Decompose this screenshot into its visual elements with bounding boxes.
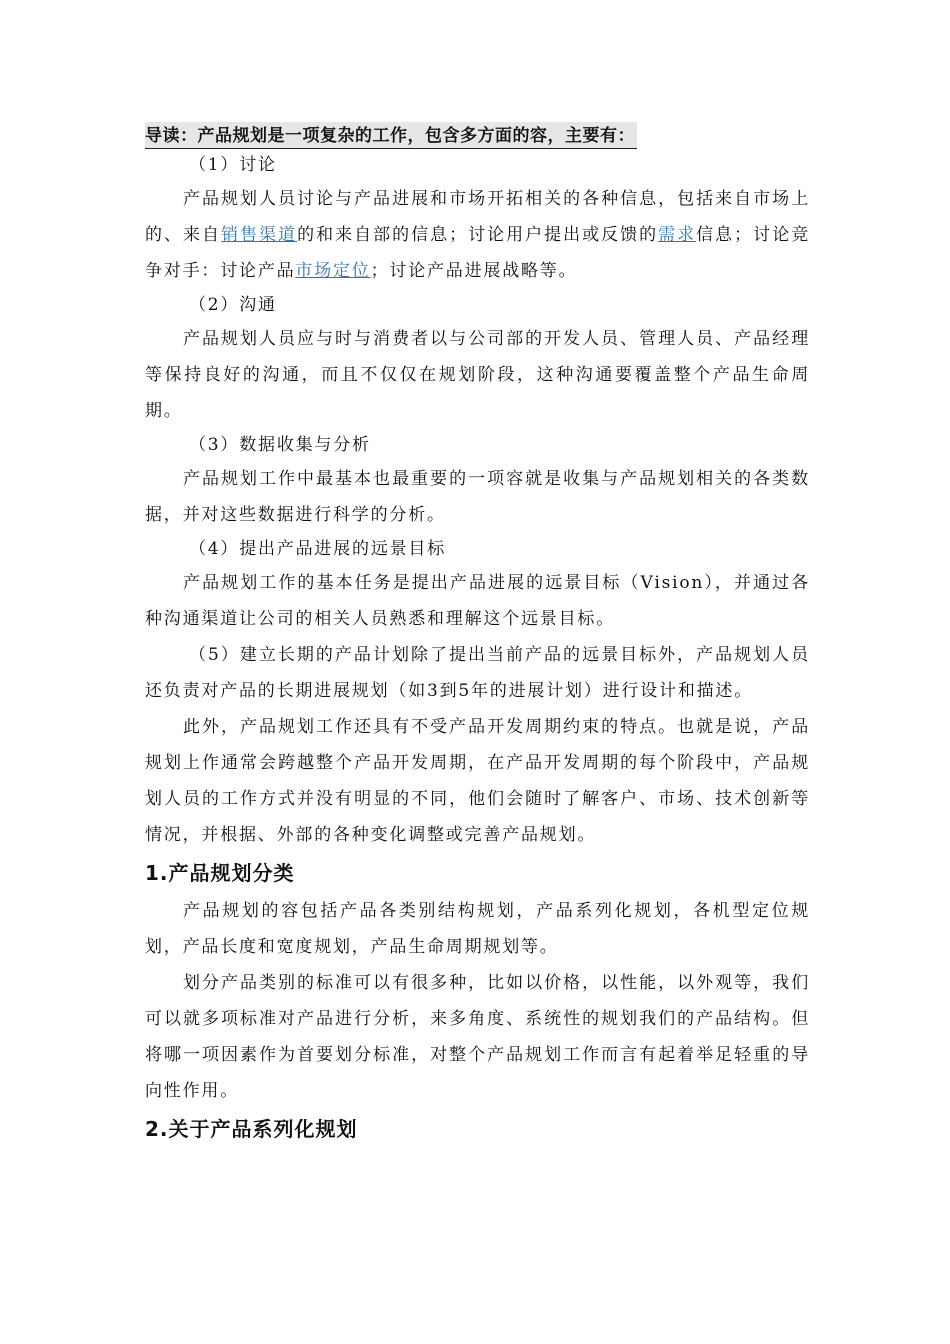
section-2-title: （2）沟通 bbox=[189, 295, 277, 315]
section-5-body: （5）建立长期的产品计划除了提出当前产品的远景目标外，产品规划人员还负责对产品的长期进展规划（如3到5年的进展计划）进行设计和描述。 bbox=[145, 645, 810, 701]
section-1-text-d: ；讨论产品进展战略等。 bbox=[370, 261, 578, 281]
section-1-title: （1）讨论 bbox=[189, 155, 277, 175]
section-2-body: 产品规划人员应与时与消费者以与公司部的开发人员、管理人员、产品经理等保持良好的沟通，而且不仅仅在规划阶段，这种沟通要覆盖整个产品生命周期。 bbox=[145, 329, 810, 421]
section-4-title: （4）提出产品进展的远景目标 bbox=[189, 539, 447, 559]
heading-2: 2.关于产品系列化规划 bbox=[145, 1117, 358, 1141]
document-page bbox=[145, 122, 810, 1149]
extra-paragraph: 此外，产品规划工作还具有不受产品开发周期约束的特点。也就是说，产品规划上作通常会跨越整个产品开发周期，在产品开发周期的每个阶段中，产品规划人员的工作方式并没有明显的不同，他们会随时了解客户、市场、技术创新等情况，并根据、外部的各种变化调整或完善产品规划。 bbox=[145, 717, 810, 845]
heading-1-paragraph-1: 产品规划的容包括产品各类别结构规划，产品系列化规划，各机型定位规划，产品长度和宽度规划，产品生命周期规划等。 bbox=[145, 901, 810, 957]
link-sales-channel[interactable]: 销售渠道 bbox=[221, 225, 298, 245]
lead-paragraph: 导读：产品规划是一项复杂的工作，包含多方面的容，主要有： bbox=[145, 122, 637, 149]
section-4-body: 产品规划工作的基本任务是提出产品进展的远景目标（Vision），并通过各种沟通渠道让公司的相关人员熟悉和理解这个远景目标。 bbox=[145, 573, 810, 629]
link-market-positioning[interactable]: 市场定位 bbox=[295, 261, 371, 281]
heading-1: 1.产品规划分类 bbox=[145, 861, 295, 885]
heading-1-paragraph-2: 划分产品类别的标准可以有很多种，比如以价格，以性能，以外观等，我们可以就多项标准对产品进行分析，来多角度、系统性的规划我们的产品结构。但将哪一项因素作为首要划分标准，对整个产品规划工作而言有起着举足轻重的导向性作用。 bbox=[145, 973, 810, 1101]
section-1-text-c: 信息；讨论竞争对手：讨论产品 bbox=[145, 225, 810, 281]
section-3-body: 产品规划工作中最基本也最重要的一项容就是收集与产品规划相关的各类数据，并对这些数据进行科学的分析。 bbox=[145, 469, 810, 525]
section-1-text-b: 的和来自部的信息；讨论用户提出或反馈的 bbox=[297, 225, 659, 245]
section-1-body bbox=[145, 181, 810, 289]
section-3-title: （3）数据收集与分析 bbox=[189, 435, 371, 455]
section-1-text-a: 产品规划人员讨论与产品进展和市场开拓相关的各种信息，包括来自市场上的、来自 bbox=[145, 189, 810, 245]
link-demand[interactable]: 需求 bbox=[658, 225, 697, 245]
